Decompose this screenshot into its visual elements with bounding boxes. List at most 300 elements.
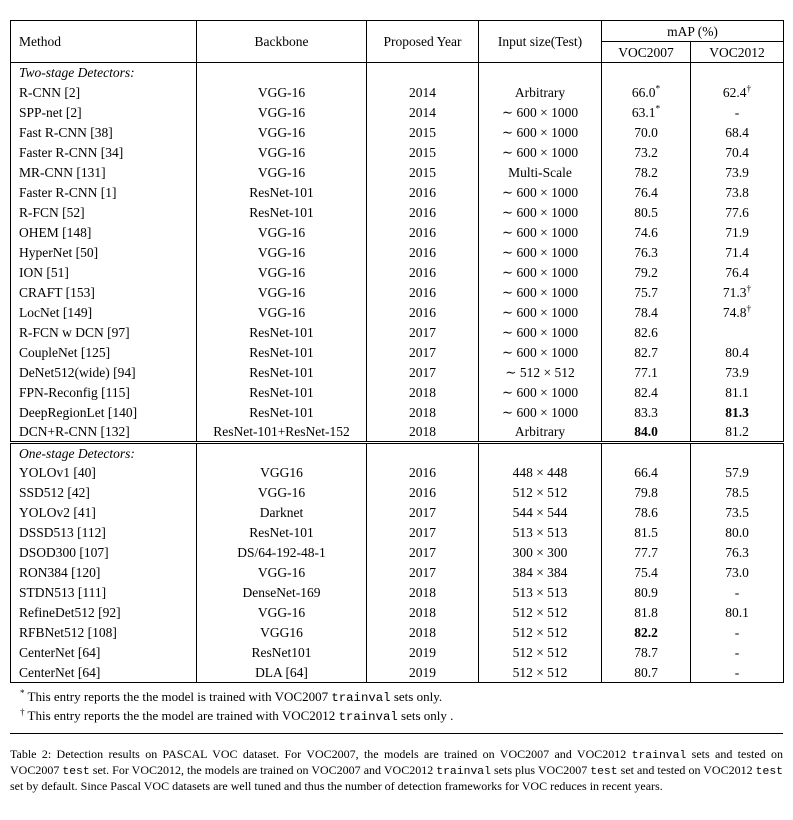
cell-proposed-year bbox=[367, 363, 479, 383]
cell-map-voc2012 bbox=[691, 323, 784, 343]
cell-backbone bbox=[197, 223, 367, 243]
cell-value: Faster R-CNN [34] bbox=[19, 145, 124, 160]
cell-value: 73.2 bbox=[634, 145, 658, 160]
cell-input-size bbox=[479, 663, 602, 683]
cell-input-size bbox=[479, 263, 602, 283]
cell-value: VGG-16 bbox=[257, 605, 306, 620]
cell-value: CenterNet [64] bbox=[19, 645, 101, 660]
cell-value: 2014 bbox=[409, 105, 436, 120]
cell-backbone bbox=[197, 623, 367, 643]
cell-proposed-year bbox=[367, 243, 479, 263]
empty-cell bbox=[197, 63, 367, 83]
cell-backbone bbox=[197, 243, 367, 263]
cell-backbone bbox=[197, 363, 367, 383]
empty-cell bbox=[602, 443, 691, 463]
caption-segment: set by default. Since Pascal VOC datasets are well tuned and thus the number of detection frameworks for VOC reduces in recent years. bbox=[10, 779, 663, 793]
cell-map-voc2012 bbox=[691, 163, 784, 183]
cell-map-voc2012 bbox=[691, 263, 784, 283]
cell-value: 80.5 bbox=[634, 205, 658, 220]
cell-proposed-year bbox=[367, 663, 479, 683]
empty-cell bbox=[367, 443, 479, 463]
cell-map-voc2007 bbox=[602, 643, 691, 663]
cell-value: 70.0 bbox=[634, 125, 658, 140]
cell-input-size bbox=[479, 583, 602, 603]
cell-map-voc2007 bbox=[602, 383, 691, 403]
cell-value: 79.8 bbox=[634, 485, 658, 500]
cell-method bbox=[11, 403, 197, 423]
cell-value: 2018 bbox=[409, 585, 436, 600]
cell-value: VGG-16 bbox=[257, 125, 306, 140]
cell-input-size bbox=[479, 483, 602, 503]
cell-value: DCN+R-CNN [132] bbox=[19, 424, 130, 440]
cell-backbone bbox=[197, 283, 367, 303]
col-header-proposed-year: Proposed Year bbox=[367, 21, 479, 63]
cell-value: VGG-16 bbox=[257, 105, 306, 120]
cell-value: MR-CNN [131] bbox=[19, 165, 106, 180]
cell-value: VGG-16 bbox=[257, 225, 306, 240]
footnote-marker: † bbox=[746, 284, 752, 295]
cell-value: 71.4 bbox=[725, 245, 749, 260]
cell-map-voc2007 bbox=[602, 163, 691, 183]
cell-map-voc2012 bbox=[691, 203, 784, 223]
footnote-text: sets only. bbox=[390, 689, 443, 704]
cell-input-size bbox=[479, 543, 602, 563]
caption-segment-mono: test bbox=[62, 766, 90, 778]
cell-map-voc2012 bbox=[691, 103, 784, 123]
cell-value: 2015 bbox=[409, 165, 436, 180]
cell-value: 66.4 bbox=[634, 465, 658, 480]
cell-value: ResNet-101 bbox=[249, 205, 314, 220]
cell-value: 81.2 bbox=[725, 424, 749, 440]
cell-value: Arbitrary bbox=[514, 85, 566, 100]
cell-method bbox=[11, 543, 197, 563]
cell-value: 75.7 bbox=[634, 285, 658, 300]
cell-map-voc2012 bbox=[691, 403, 784, 423]
cell-input-size bbox=[479, 363, 602, 383]
cell-map-voc2007 bbox=[602, 123, 691, 143]
cell-input-size bbox=[479, 623, 602, 643]
cell-value: ∼ 600 × 1000 bbox=[501, 385, 579, 400]
footnote bbox=[20, 707, 775, 726]
cell-proposed-year bbox=[367, 143, 479, 163]
cell-proposed-year bbox=[367, 163, 479, 183]
cell-value: 513 × 513 bbox=[512, 585, 568, 600]
table-row bbox=[11, 623, 784, 643]
table-row bbox=[11, 223, 784, 243]
footnote-marker: * bbox=[20, 687, 25, 698]
cell-map-voc2007 bbox=[602, 183, 691, 203]
cell-input-size bbox=[479, 403, 602, 423]
col-header-method: Method bbox=[11, 21, 197, 63]
cell-map-voc2007 bbox=[602, 283, 691, 303]
empty-cell bbox=[197, 443, 367, 463]
table-row bbox=[11, 363, 784, 383]
cell-value: ∼ 600 × 1000 bbox=[501, 405, 579, 420]
caption-segment-mono: test bbox=[590, 766, 618, 778]
footnote-text: sets only . bbox=[397, 708, 454, 723]
cell-value: 57.9 bbox=[725, 465, 749, 480]
footnote-marker: * bbox=[655, 104, 661, 115]
cell-value: 73.0 bbox=[725, 565, 749, 580]
cell-method bbox=[11, 243, 197, 263]
cell-value: ∼ 600 × 1000 bbox=[501, 325, 579, 340]
table-row bbox=[11, 123, 784, 143]
footnote-marker: † bbox=[20, 706, 25, 717]
cell-input-size bbox=[479, 603, 602, 623]
cell-input-size bbox=[479, 283, 602, 303]
cell-map-voc2012 bbox=[691, 503, 784, 523]
cell-backbone bbox=[197, 423, 367, 443]
table-row bbox=[11, 163, 784, 183]
caption-segment: set. For VOC2012, the models are trained on VOC2007 and VOC2012 bbox=[89, 763, 437, 777]
cell-value: 80.1 bbox=[725, 605, 749, 620]
cell-value: Multi-Scale bbox=[508, 165, 572, 180]
cell-backbone bbox=[197, 463, 367, 483]
cell-value: 300 × 300 bbox=[512, 545, 568, 560]
cell-value: ResNet-101 bbox=[249, 185, 314, 200]
cell-value: 512 × 512 bbox=[512, 664, 568, 680]
cell-map-voc2012 bbox=[691, 643, 784, 663]
empty-cell bbox=[367, 63, 479, 83]
cell-backbone bbox=[197, 143, 367, 163]
cell-value: VGG-16 bbox=[257, 485, 306, 500]
cell-input-size bbox=[479, 123, 602, 143]
cell-backbone bbox=[197, 263, 367, 283]
table-row bbox=[11, 543, 784, 563]
cell-input-size bbox=[479, 643, 602, 663]
cell-backbone bbox=[197, 523, 367, 543]
cell-input-size bbox=[479, 303, 602, 323]
cell-value: 77.6 bbox=[725, 205, 749, 220]
cell-value: 544 × 544 bbox=[512, 505, 568, 520]
cell-map-voc2007 bbox=[602, 243, 691, 263]
cell-map-voc2007 bbox=[602, 363, 691, 383]
cell-proposed-year bbox=[367, 203, 479, 223]
cell-value: LocNet [149] bbox=[19, 305, 93, 320]
cell-value: 2019 bbox=[409, 664, 436, 680]
cell-map-voc2007 bbox=[602, 563, 691, 583]
cell-map-voc2012 bbox=[691, 243, 784, 263]
cell-value: DSOD300 [107] bbox=[19, 545, 109, 560]
cell-value: 2017 bbox=[409, 365, 436, 380]
cell-value: 2015 bbox=[409, 145, 436, 160]
cell-value: 74.8 bbox=[722, 305, 747, 320]
cell-proposed-year bbox=[367, 483, 479, 503]
cell-value: YOLOv2 [41] bbox=[19, 505, 96, 520]
cell-method bbox=[11, 643, 197, 663]
cell-value: 68.4 bbox=[725, 125, 749, 140]
cell-value: 512 × 512 bbox=[512, 485, 568, 500]
cell-proposed-year bbox=[367, 623, 479, 643]
cell-map-voc2012 bbox=[691, 623, 784, 643]
cell-method bbox=[11, 463, 197, 483]
table-row bbox=[11, 323, 784, 343]
col-header-map-group: mAP (%) bbox=[602, 21, 784, 42]
cell-input-size bbox=[479, 183, 602, 203]
table-row bbox=[11, 583, 784, 603]
cell-value: CenterNet [64] bbox=[19, 664, 101, 680]
cell-value: 2019 bbox=[409, 645, 436, 660]
cell-value: DeNet512(wide) [94] bbox=[19, 365, 136, 380]
cell-value: ResNet-101 bbox=[249, 345, 314, 360]
cell-map-voc2012 bbox=[691, 463, 784, 483]
section-label: One-stage Detectors: bbox=[11, 443, 197, 463]
cell-value: 2016 bbox=[409, 285, 436, 300]
cell-proposed-year bbox=[367, 123, 479, 143]
caption-segment-mono: trainval bbox=[436, 766, 491, 778]
cell-proposed-year bbox=[367, 343, 479, 363]
empty-cell bbox=[691, 443, 784, 463]
table-row bbox=[11, 103, 784, 123]
cell-value: ResNet-101+ResNet-152 bbox=[213, 424, 350, 440]
cell-backbone bbox=[197, 543, 367, 563]
caption-segment: Detection results on PASCAL VOC dataset. For VOC2007, the models are trained on VOC2007 and VOC2012 bbox=[56, 747, 632, 761]
cell-input-size bbox=[479, 203, 602, 223]
cell-value: 75.4 bbox=[634, 565, 658, 580]
cell-proposed-year bbox=[367, 223, 479, 243]
col-header-backbone: Backbone bbox=[197, 21, 367, 63]
cell-backbone bbox=[197, 183, 367, 203]
cell-map-voc2007 bbox=[602, 583, 691, 603]
cell-proposed-year bbox=[367, 283, 479, 303]
cell-value: 71.9 bbox=[725, 225, 749, 240]
table-row bbox=[11, 83, 784, 103]
cell-value: R-CNN [2] bbox=[19, 85, 81, 100]
cell-value: 2014 bbox=[409, 85, 436, 100]
cell-map-voc2007 bbox=[602, 203, 691, 223]
cell-value: ResNet-101 bbox=[249, 525, 314, 540]
cell-map-voc2012 bbox=[691, 303, 784, 323]
cell-map-voc2007 bbox=[602, 343, 691, 363]
cell-map-voc2007 bbox=[602, 483, 691, 503]
cell-proposed-year bbox=[367, 543, 479, 563]
cell-value: ION [51] bbox=[19, 265, 69, 280]
cell-backbone bbox=[197, 503, 367, 523]
cell-value: 81.8 bbox=[634, 605, 658, 620]
col-header-input-size: Input size(Test) bbox=[479, 21, 602, 63]
cell-input-size bbox=[479, 383, 602, 403]
caption-label: Table 2: bbox=[10, 747, 52, 761]
cell-backbone bbox=[197, 103, 367, 123]
cell-value: 82.4 bbox=[634, 385, 658, 400]
cell-map-voc2007 bbox=[602, 263, 691, 283]
cell-value: 2017 bbox=[409, 345, 436, 360]
cell-value: 82.2 bbox=[634, 625, 658, 640]
empty-cell bbox=[602, 63, 691, 83]
caption-segment: sets and tested on VOC2007 bbox=[10, 747, 784, 777]
cell-value: ∼ 600 × 1000 bbox=[501, 265, 579, 280]
cell-backbone bbox=[197, 203, 367, 223]
cell-value: 73.9 bbox=[725, 365, 749, 380]
cell-backbone bbox=[197, 343, 367, 363]
cell-value: 81.5 bbox=[634, 525, 658, 540]
cell-method bbox=[11, 363, 197, 383]
cell-value: 2016 bbox=[409, 185, 436, 200]
cell-proposed-year bbox=[367, 83, 479, 103]
footnote-marker: † bbox=[746, 304, 752, 315]
empty-cell bbox=[479, 443, 602, 463]
cell-value: 2017 bbox=[409, 505, 436, 520]
header-row-1 bbox=[11, 21, 784, 42]
cell-map-voc2012 bbox=[691, 383, 784, 403]
cell-value: VGG16 bbox=[260, 625, 303, 640]
cell-method bbox=[11, 183, 197, 203]
cell-map-voc2007 bbox=[602, 603, 691, 623]
cell-proposed-year bbox=[367, 183, 479, 203]
cell-method bbox=[11, 383, 197, 403]
cell-proposed-year bbox=[367, 423, 479, 443]
cell-value: DLA [64] bbox=[255, 664, 308, 680]
cell-value: 2018 bbox=[409, 385, 436, 400]
cell-map-voc2012 bbox=[691, 423, 784, 443]
cell-value: 513 × 513 bbox=[512, 525, 568, 540]
cell-map-voc2007 bbox=[602, 403, 691, 423]
cell-method bbox=[11, 83, 197, 103]
cell-method bbox=[11, 143, 197, 163]
cell-value: 80.4 bbox=[725, 345, 749, 360]
cell-value: 78.4 bbox=[634, 305, 658, 320]
cell-value: SPP-net [2] bbox=[19, 105, 82, 120]
cell-input-size bbox=[479, 163, 602, 183]
cell-value: ∼ 600 × 1000 bbox=[501, 125, 579, 140]
cell-value: ∼ 600 × 1000 bbox=[501, 105, 579, 120]
caption-text bbox=[10, 747, 783, 793]
cell-value: RefineDet512 [92] bbox=[19, 605, 121, 620]
cell-value: ∼ 600 × 1000 bbox=[501, 185, 579, 200]
table-caption bbox=[10, 747, 783, 793]
cell-value: 2017 bbox=[409, 525, 436, 540]
cell-value: 2017 bbox=[409, 325, 436, 340]
cell-value: ResNet101 bbox=[251, 645, 312, 660]
cell-value: VGG16 bbox=[260, 465, 303, 480]
cell-value: 78.7 bbox=[634, 645, 658, 660]
cell-value: 76.3 bbox=[634, 245, 658, 260]
table-row bbox=[11, 143, 784, 163]
cell-value: DenseNet-169 bbox=[242, 585, 321, 600]
cell-value: Faster R-CNN [1] bbox=[19, 185, 117, 200]
cell-value: - bbox=[734, 664, 740, 680]
cell-value: 2018 bbox=[409, 625, 436, 640]
cell-value: VGG-16 bbox=[257, 85, 306, 100]
table-body bbox=[11, 63, 784, 683]
cell-map-voc2012 bbox=[691, 143, 784, 163]
cell-value: VGG-16 bbox=[257, 285, 306, 300]
cell-proposed-year bbox=[367, 643, 479, 663]
table-row bbox=[11, 383, 784, 403]
cell-proposed-year bbox=[367, 263, 479, 283]
cell-value: CoupleNet [125] bbox=[19, 345, 111, 360]
cell-value: ∼ 600 × 1000 bbox=[501, 145, 579, 160]
cell-value: 70.4 bbox=[725, 145, 749, 160]
cell-value: 80.7 bbox=[634, 664, 658, 680]
cell-value: CRAFT [153] bbox=[19, 285, 95, 300]
table-header bbox=[11, 21, 784, 63]
cell-proposed-year bbox=[367, 503, 479, 523]
cell-value: 63.1 bbox=[631, 105, 656, 120]
cell-map-voc2012 bbox=[691, 223, 784, 243]
cell-proposed-year bbox=[367, 323, 479, 343]
cell-value: HyperNet [50] bbox=[19, 245, 99, 260]
caption-segment-mono: trainval bbox=[631, 750, 687, 762]
cell-value: 2016 bbox=[409, 225, 436, 240]
cell-value: 2017 bbox=[409, 545, 436, 560]
cell-map-voc2012 bbox=[691, 83, 784, 103]
table-row bbox=[11, 463, 784, 483]
cell-map-voc2012 bbox=[691, 363, 784, 383]
table-row bbox=[11, 603, 784, 623]
cell-method bbox=[11, 263, 197, 283]
cell-proposed-year bbox=[367, 463, 479, 483]
cell-value: VGG-16 bbox=[257, 565, 306, 580]
cell-value: 77.1 bbox=[634, 365, 658, 380]
cell-method bbox=[11, 523, 197, 543]
cell-value: Fast R-CNN [38] bbox=[19, 125, 113, 140]
cell-map-voc2007 bbox=[602, 423, 691, 443]
table-row bbox=[11, 643, 784, 663]
cell-input-size bbox=[479, 83, 602, 103]
cell-value: - bbox=[734, 645, 740, 660]
cell-proposed-year bbox=[367, 103, 479, 123]
cell-proposed-year bbox=[367, 603, 479, 623]
cell-map-voc2007 bbox=[602, 503, 691, 523]
cell-map-voc2012 bbox=[691, 563, 784, 583]
cell-value: 71.3 bbox=[722, 285, 747, 300]
cell-value: 2018 bbox=[409, 424, 436, 440]
cell-method bbox=[11, 123, 197, 143]
cell-value: 73.5 bbox=[725, 505, 749, 520]
cell-backbone bbox=[197, 583, 367, 603]
cell-value: 78.5 bbox=[725, 485, 749, 500]
table-row bbox=[11, 503, 784, 523]
cell-method bbox=[11, 203, 197, 223]
cell-map-voc2012 bbox=[691, 283, 784, 303]
table-row bbox=[11, 343, 784, 363]
cell-value: OHEM [148] bbox=[19, 225, 92, 240]
cell-value: VGG-16 bbox=[257, 245, 306, 260]
table-row bbox=[11, 523, 784, 543]
cell-value: 82.6 bbox=[634, 325, 658, 340]
section-label-row bbox=[11, 63, 784, 83]
cell-map-voc2012 bbox=[691, 123, 784, 143]
col-header-voc2012: VOC2012 bbox=[691, 42, 784, 63]
cell-value: YOLOv1 [40] bbox=[19, 465, 96, 480]
table-row bbox=[11, 283, 784, 303]
cell-input-size bbox=[479, 563, 602, 583]
cell-value: R-FCN [52] bbox=[19, 205, 85, 220]
cell-value: 80.0 bbox=[725, 525, 749, 540]
cell-backbone bbox=[197, 83, 367, 103]
cell-method bbox=[11, 623, 197, 643]
cell-value: 448 × 448 bbox=[512, 465, 568, 480]
cell-value: - bbox=[734, 105, 740, 120]
cell-value: Darknet bbox=[259, 505, 304, 520]
detection-results-table bbox=[10, 20, 784, 683]
footnote bbox=[20, 688, 775, 707]
cell-value: 2016 bbox=[409, 245, 436, 260]
cell-value: VGG-16 bbox=[257, 145, 306, 160]
cell-method bbox=[11, 583, 197, 603]
cell-value: 82.7 bbox=[634, 345, 658, 360]
cell-value: 76.4 bbox=[634, 185, 658, 200]
cell-map-voc2007 bbox=[602, 623, 691, 643]
cell-value: 78.2 bbox=[634, 165, 658, 180]
cell-value: VGG-16 bbox=[257, 265, 306, 280]
cell-value: 81.1 bbox=[725, 385, 749, 400]
footnote-marker: * bbox=[655, 84, 661, 95]
cell-value: 62.4 bbox=[722, 85, 747, 100]
cell-value: 79.2 bbox=[634, 265, 658, 280]
cell-value: ResNet-101 bbox=[249, 365, 314, 380]
